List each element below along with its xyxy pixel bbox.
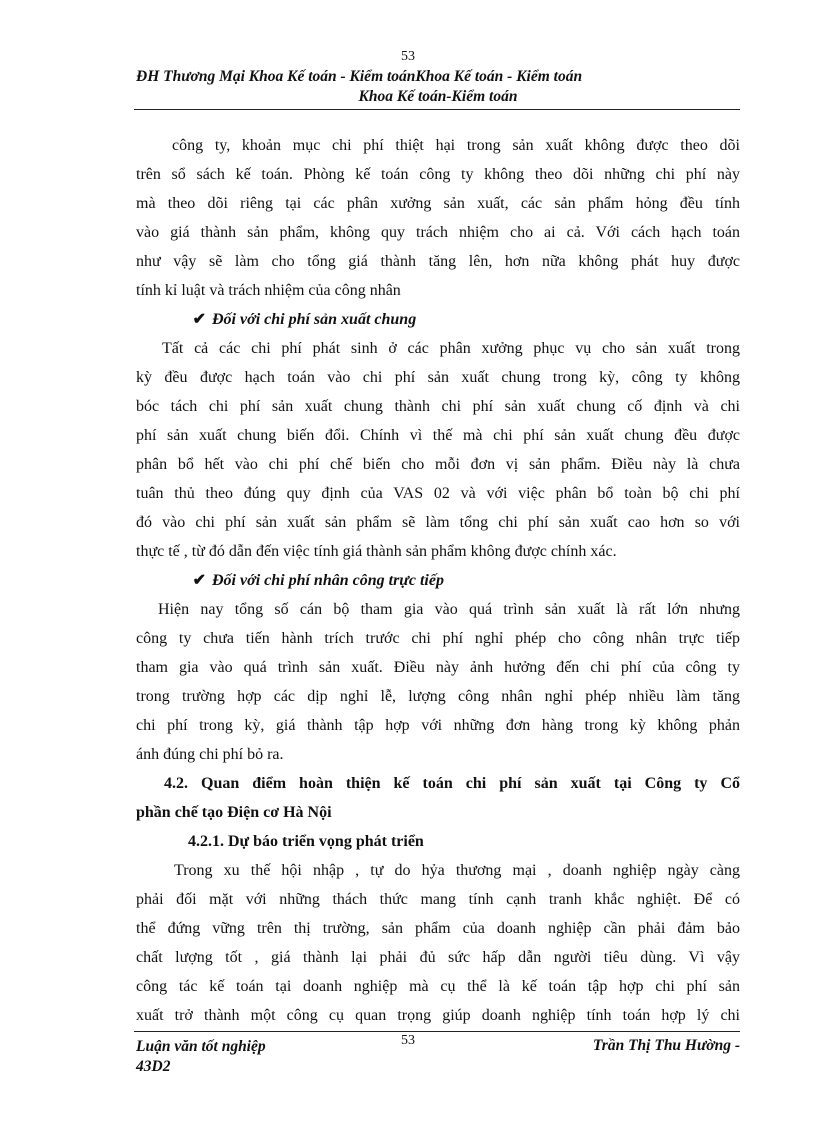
page-number-bottom: 53	[401, 1033, 415, 1048]
text-line: bóc tách chi phí sản xuất chung thành chi phí sản xuất chung cố định và chi	[136, 398, 740, 415]
subheading-text: Đối với chi phí sản xuất chung	[212, 311, 417, 328]
text-line: xuất trở thành một công cụ quan trọng giúp doanh nghiệp tính toán hợp lý chi	[136, 1007, 740, 1024]
heading-line: phần chế tạo Điện cơ Hà Nội	[136, 804, 332, 821]
text-line: phí sản xuất chung biến đổi. Chính vì thế mà chi phí sản xuất chung đều được	[136, 427, 740, 444]
text-line: chất lượng tốt , giá thành lại phải đủ sức hấp dẫn người tiêu dùng. Vì vậy	[136, 949, 740, 966]
text-line: tính kỉ luật và trách nhiệm của công nhân	[136, 282, 401, 299]
paragraph-chi-phi-chung	[136, 334, 740, 566]
subheading-nhan-cong	[136, 566, 740, 595]
text-line: mà theo dõi riêng tại các phân xưởng sản xuất, các sản phẩm hỏng đều tính	[136, 195, 740, 212]
page-number-top: 53	[401, 49, 415, 64]
heading-line: 4.2. Quan điểm hoàn thiện kế toán chi phí sản xuất tại Công ty Cổ	[164, 775, 740, 792]
header-rule	[134, 109, 740, 110]
subheading-chi-phi-chung	[136, 305, 740, 334]
text-line: trên sổ sách kế toán. Phòng kế toán công ty không theo dõi những chi phí này	[136, 166, 740, 183]
text-line: chi phí trong kỳ, giá thành tập hợp với những đơn hàng trong kỳ không phản	[136, 717, 740, 734]
text-line: Hiện nay tổng số cán bộ tham gia vào quá trình sản xuất là rất lớn nhưng	[158, 601, 740, 618]
text-line: phải đối mặt với những thách thức mang tính cạnh tranh khắc nghiệt. Để có	[136, 891, 740, 908]
text-line: công ty chưa tiến hành trích trước chi phí nghỉ phép cho công nhân trực tiếp	[136, 630, 740, 647]
header-line-2: Khoa Kế toán-Kiểm toán	[358, 88, 518, 105]
text-line: công ty, khoản mục chi phí thiệt hại trong sản xuất không được theo dõi	[172, 137, 740, 154]
text-line: Tất cả các chi phí phát sinh ở các phân xưởng phục vụ cho sản xuất trong	[162, 340, 740, 357]
text-line: thể đứng vững trên thị trường, sản phẩm của doanh nghiệp cần phải đảm bảo	[136, 920, 740, 937]
paragraph-thiet-hai	[136, 131, 740, 305]
paragraph-nhan-cong	[136, 595, 740, 769]
check-mark-icon: ✔	[192, 311, 206, 328]
footer-rule	[134, 1031, 740, 1032]
text-line: ánh đúng chi phí bỏ ra.	[136, 746, 284, 763]
paragraph-du-bao	[136, 856, 740, 1030]
footer-thesis-label: Luận văn tốt nghiệp	[136, 1038, 266, 1055]
text-line: kỳ đều được hạch toán vào chi phí sản xuất chung trong kỳ, công ty không	[136, 369, 740, 386]
text-line: như vậy sẽ làm cho tổng giá thành tăng lên, hơn nữa không phát huy được	[136, 253, 740, 270]
text-line: phân bổ hết vào chi phí chế biến cho mỗi đơn vị sản phẩm. Điều này là chưa	[136, 456, 740, 473]
section-heading-4-2	[136, 769, 740, 827]
text-line: tuân thủ theo đúng quy định của VAS 02 và với việc phân bổ toàn bộ chi phí	[136, 485, 740, 502]
section-heading-4-2-1: 4.2.1. Dự báo triển vọng phát triển	[188, 833, 424, 850]
text-line: tham gia vào quá trình sản xuất. Điều này ảnh hưởng đến chi phí của công ty	[136, 659, 740, 676]
text-line: Trong xu thế hội nhập , tự do hỷa thương mại , doanh nghiệp ngày càng	[174, 862, 740, 879]
header-line-1: ĐH Thương Mại Khoa Kế toán - Kiểm toánKhoa Kế toán - Kiểm toán	[136, 68, 583, 85]
footer-author: Trần Thị Thu Hường -	[592, 1037, 740, 1054]
footer-class-code: 43D2	[136, 1058, 171, 1075]
text-line: đó vào chi phí sản xuất sản phẩm sẽ làm tổng chi phí sản xuất cao hơn so với	[136, 514, 740, 531]
text-line: thực tế , từ đó dẫn đến việc tính giá thành sản phẩm không được chính xác.	[136, 543, 617, 560]
text-line: trong trường hợp các dịp nghỉ lễ, lượng công nhân nghỉ phép nhiều làm tăng	[136, 688, 740, 705]
subheading-text: Đối với chi phí nhân công trực tiếp	[212, 572, 444, 589]
page-body	[136, 131, 740, 1030]
text-line: vào giá thành sản phẩm, không quy trách nhiệm cho ai cả. Với cách hạch toán	[136, 224, 740, 241]
check-mark-icon: ✔	[192, 572, 206, 589]
text-line: công tác kế toán tại doanh nghiệp mà cụ thể là kế toán tập hợp chi phí sản	[136, 978, 740, 995]
